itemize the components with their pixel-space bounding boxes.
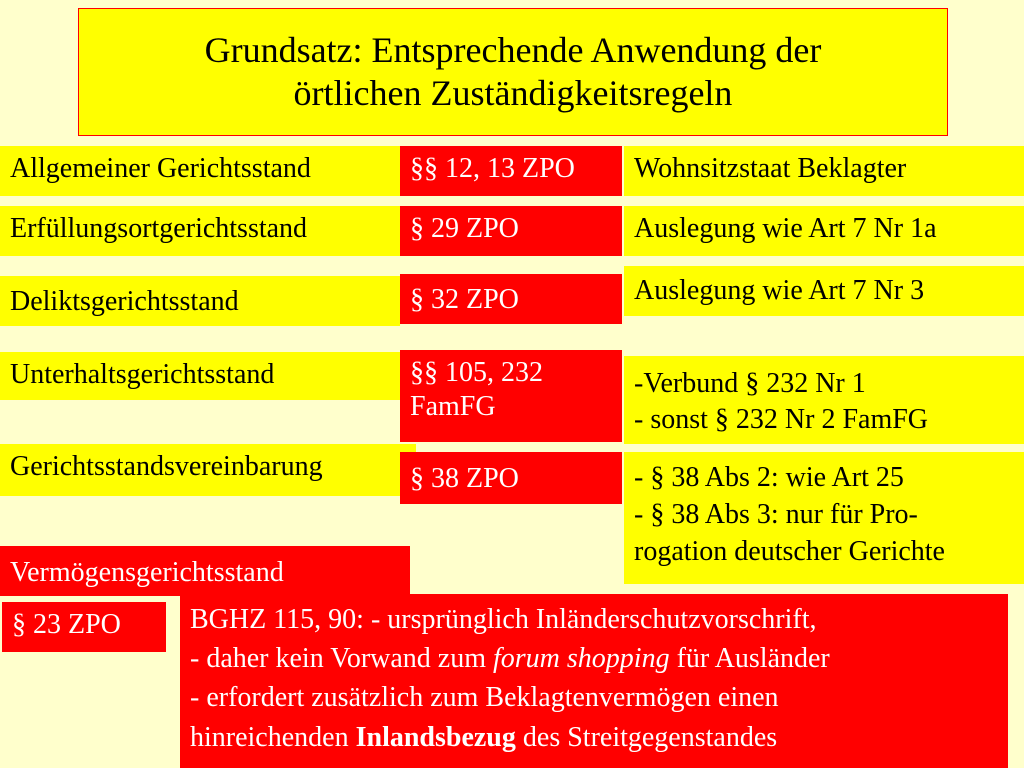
vermoegen-line-4-pre: hinreichenden bbox=[190, 721, 356, 753]
norm-unterhalt-line-1: §§ 105, 232 bbox=[410, 357, 543, 388]
note-gerichtsstandsvereinbarung bbox=[624, 452, 1024, 584]
note-erfuellungsortgerichtsstand: Auslegung wie Art 7 Nr 1a bbox=[624, 206, 1024, 256]
title-line-1: Grundsatz: Entsprechende Anwendung der bbox=[204, 29, 822, 70]
note-deliktsgerichtsstand: Auslegung wie Art 7 Nr 3 bbox=[624, 266, 1024, 316]
label-vermoegensgerichtsstand: Vermögensgerichtsstand bbox=[0, 546, 410, 596]
vermoegen-line-1: BGHZ 115, 90: - ursprünglich Inländerschutzvorschrift, bbox=[190, 604, 817, 635]
label-erfuellungsortgerichtsstand: Erfüllungsortgerichtsstand bbox=[0, 206, 400, 256]
label-deliktsgerichtsstand: Deliktsgerichtsstand bbox=[0, 276, 400, 326]
norm-unterhaltsgerichtsstand bbox=[400, 350, 622, 442]
note-vereinbarung-line-2: - § 38 Abs 3: nur für Pro- bbox=[634, 498, 918, 530]
vermoegen-line-2 bbox=[190, 639, 998, 678]
forum-shopping-term: forum shopping bbox=[493, 643, 670, 675]
norm-erfuellungsortgerichtsstand: § 29 ZPO bbox=[400, 206, 622, 256]
vermoegen-line-4 bbox=[190, 718, 998, 757]
label-unterhaltsgerichtsstand: Unterhaltsgerichtsstand bbox=[0, 352, 400, 400]
vermoegen-line-2-pre: - daher kein Vorwand zum bbox=[190, 643, 493, 675]
note-vereinbarung-line-3: rogation deutscher Gerichte bbox=[634, 535, 945, 567]
norm-deliktsgerichtsstand: § 32 ZPO bbox=[400, 274, 622, 324]
label-gerichtsstandsvereinbarung: Gerichtsstandsvereinbarung bbox=[0, 444, 416, 496]
slide-title bbox=[78, 8, 948, 136]
note-vereinbarung-line-1: - § 38 Abs 2: wie Art 25 bbox=[634, 462, 904, 493]
vermoegen-line-4-post: des Streitgegenstandes bbox=[515, 721, 778, 753]
norm-unterhalt-line-2: FamFG bbox=[410, 390, 496, 422]
note-allgemeiner-gerichtsstand: Wohnsitzstaat Beklagter bbox=[624, 146, 1024, 196]
inlandsbezug-term: Inlandsbezug bbox=[355, 721, 516, 753]
norm-gerichtsstandsvereinbarung: § 38 ZPO bbox=[400, 452, 622, 504]
note-unterhalt-line-1: -Verbund § 232 Nr 1 bbox=[634, 368, 866, 399]
title-line-2: örtlichen Zuständigkeitsregeln bbox=[293, 73, 733, 113]
label-allgemeiner-gerichtsstand: Allgemeiner Gerichtsstand bbox=[0, 146, 400, 196]
note-unterhaltsgerichtsstand bbox=[624, 356, 1024, 444]
norm-vermoegensgerichtsstand: § 23 ZPO bbox=[2, 602, 166, 652]
vermoegen-explanation bbox=[180, 594, 1008, 768]
vermoegen-line-2-post: für Ausländer bbox=[669, 643, 830, 675]
vermoegen-line-3: - erfordert zusätzlich zum Beklagtenvermögen einen bbox=[190, 682, 779, 714]
note-unterhalt-line-2: - sonst § 232 Nr 2 FamFG bbox=[634, 404, 929, 436]
norm-allgemeiner-gerichtsstand: §§ 12, 13 ZPO bbox=[400, 146, 622, 196]
